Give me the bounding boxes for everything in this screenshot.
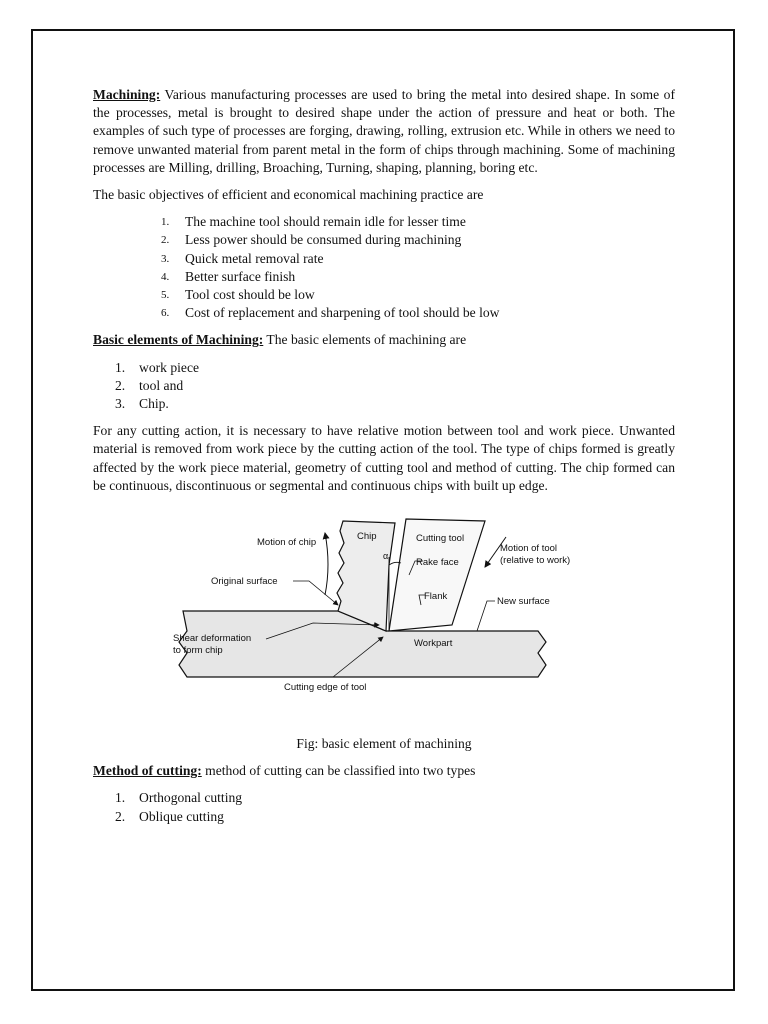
- method-paragraph: Method of cutting: method of cutting can be classified into two types: [93, 763, 476, 779]
- new-surface-label: New surface: [497, 596, 550, 608]
- document-body: [93, 86, 675, 826]
- alpha-label: α: [383, 551, 389, 562]
- method-heading: Method of cutting:: [93, 763, 202, 779]
- elements-list: [93, 359, 675, 414]
- flank-label: Flank: [424, 591, 448, 603]
- original-surface-leader: [293, 581, 338, 605]
- motion-of-tool-label: Motion of tool: [500, 543, 558, 555]
- elements-heading: Basic elements of Machining:: [93, 332, 264, 348]
- list-item: 6. Cost of replacement and sharpening of tool should be low: [161, 305, 500, 321]
- figure-caption: Fig: basic element of machining: [296, 736, 472, 752]
- original-surface-label: Original surface: [211, 576, 278, 588]
- list-item: 2. Less power should be consumed during machining: [161, 232, 462, 248]
- objectives-lead: The basic objectives of efficient and economical machining practice are: [93, 187, 484, 203]
- rake-face-label: Rake face: [416, 557, 459, 569]
- shear-deformation-sublabel: to form chip: [173, 645, 223, 657]
- method-list: [93, 789, 675, 825]
- machining-figure: [93, 505, 675, 727]
- motion-of-chip-arrow: [325, 533, 328, 595]
- objectives-list: [93, 213, 675, 322]
- intro-paragraph: [93, 86, 675, 177]
- list-item: 3. Chip.: [115, 396, 169, 412]
- workpart-label: Workpart: [414, 638, 453, 650]
- chip-label: Chip: [357, 531, 377, 543]
- list-item: 5. Tool cost should be low: [161, 287, 315, 303]
- shear-deformation-label: Shear deformation: [173, 633, 252, 645]
- list-item: 1. work piece: [115, 359, 200, 375]
- cutting-tool-label: Cutting tool: [416, 533, 465, 545]
- motion-of-chip-label: Motion of chip: [257, 537, 317, 549]
- list-item: 3. Quick metal removal rate: [161, 250, 324, 266]
- cutting-action-paragraph: For any cutting action, it is necessary to have relative motion between tool and work piece. Unwanted material is removed from work piece by the cutting action of the tool. The type of chips formed is greatly affected by the work piece material, geometry of cutting tool and method of cutting. The chip formed can be continuous, discontinuous or segmental and continuous chips with built up edge.: [93, 423, 675, 493]
- elements-paragraph: Basic elements of Machining: The basic elements of machining are: [93, 332, 467, 348]
- cutting-edge-label: Cutting edge of tool: [284, 682, 367, 694]
- machining-heading: Machining:: [93, 87, 161, 102]
- list-item: 4. Better surface finish: [161, 268, 296, 284]
- machining-diagram: [163, 505, 603, 727]
- list-item: 1. The machine tool should remain idle for lesser time: [161, 214, 466, 230]
- list-item: 2. Oblique cutting: [115, 808, 224, 824]
- motion-of-tool-sublabel: (relative to work): [500, 555, 571, 567]
- list-item: 2. tool and: [115, 377, 184, 393]
- new-surface-leader: [477, 601, 495, 631]
- intro-text: Various manufacturing processes are used to bring the metal into desired shape. In some of the processes, metal is brought to desired shape under the action of pressure and heat or both. The examples of such type of processes are forging, drawing, rolling, extrusion etc. While in others we need to remove unwanted material from parent metal in the form of chips through machining. Some of machining processes are Milling, drilling, Broaching, Turning, shaping, planning, boring etc.: [93, 87, 675, 175]
- list-item: 1. Orthogonal cutting: [115, 790, 243, 806]
